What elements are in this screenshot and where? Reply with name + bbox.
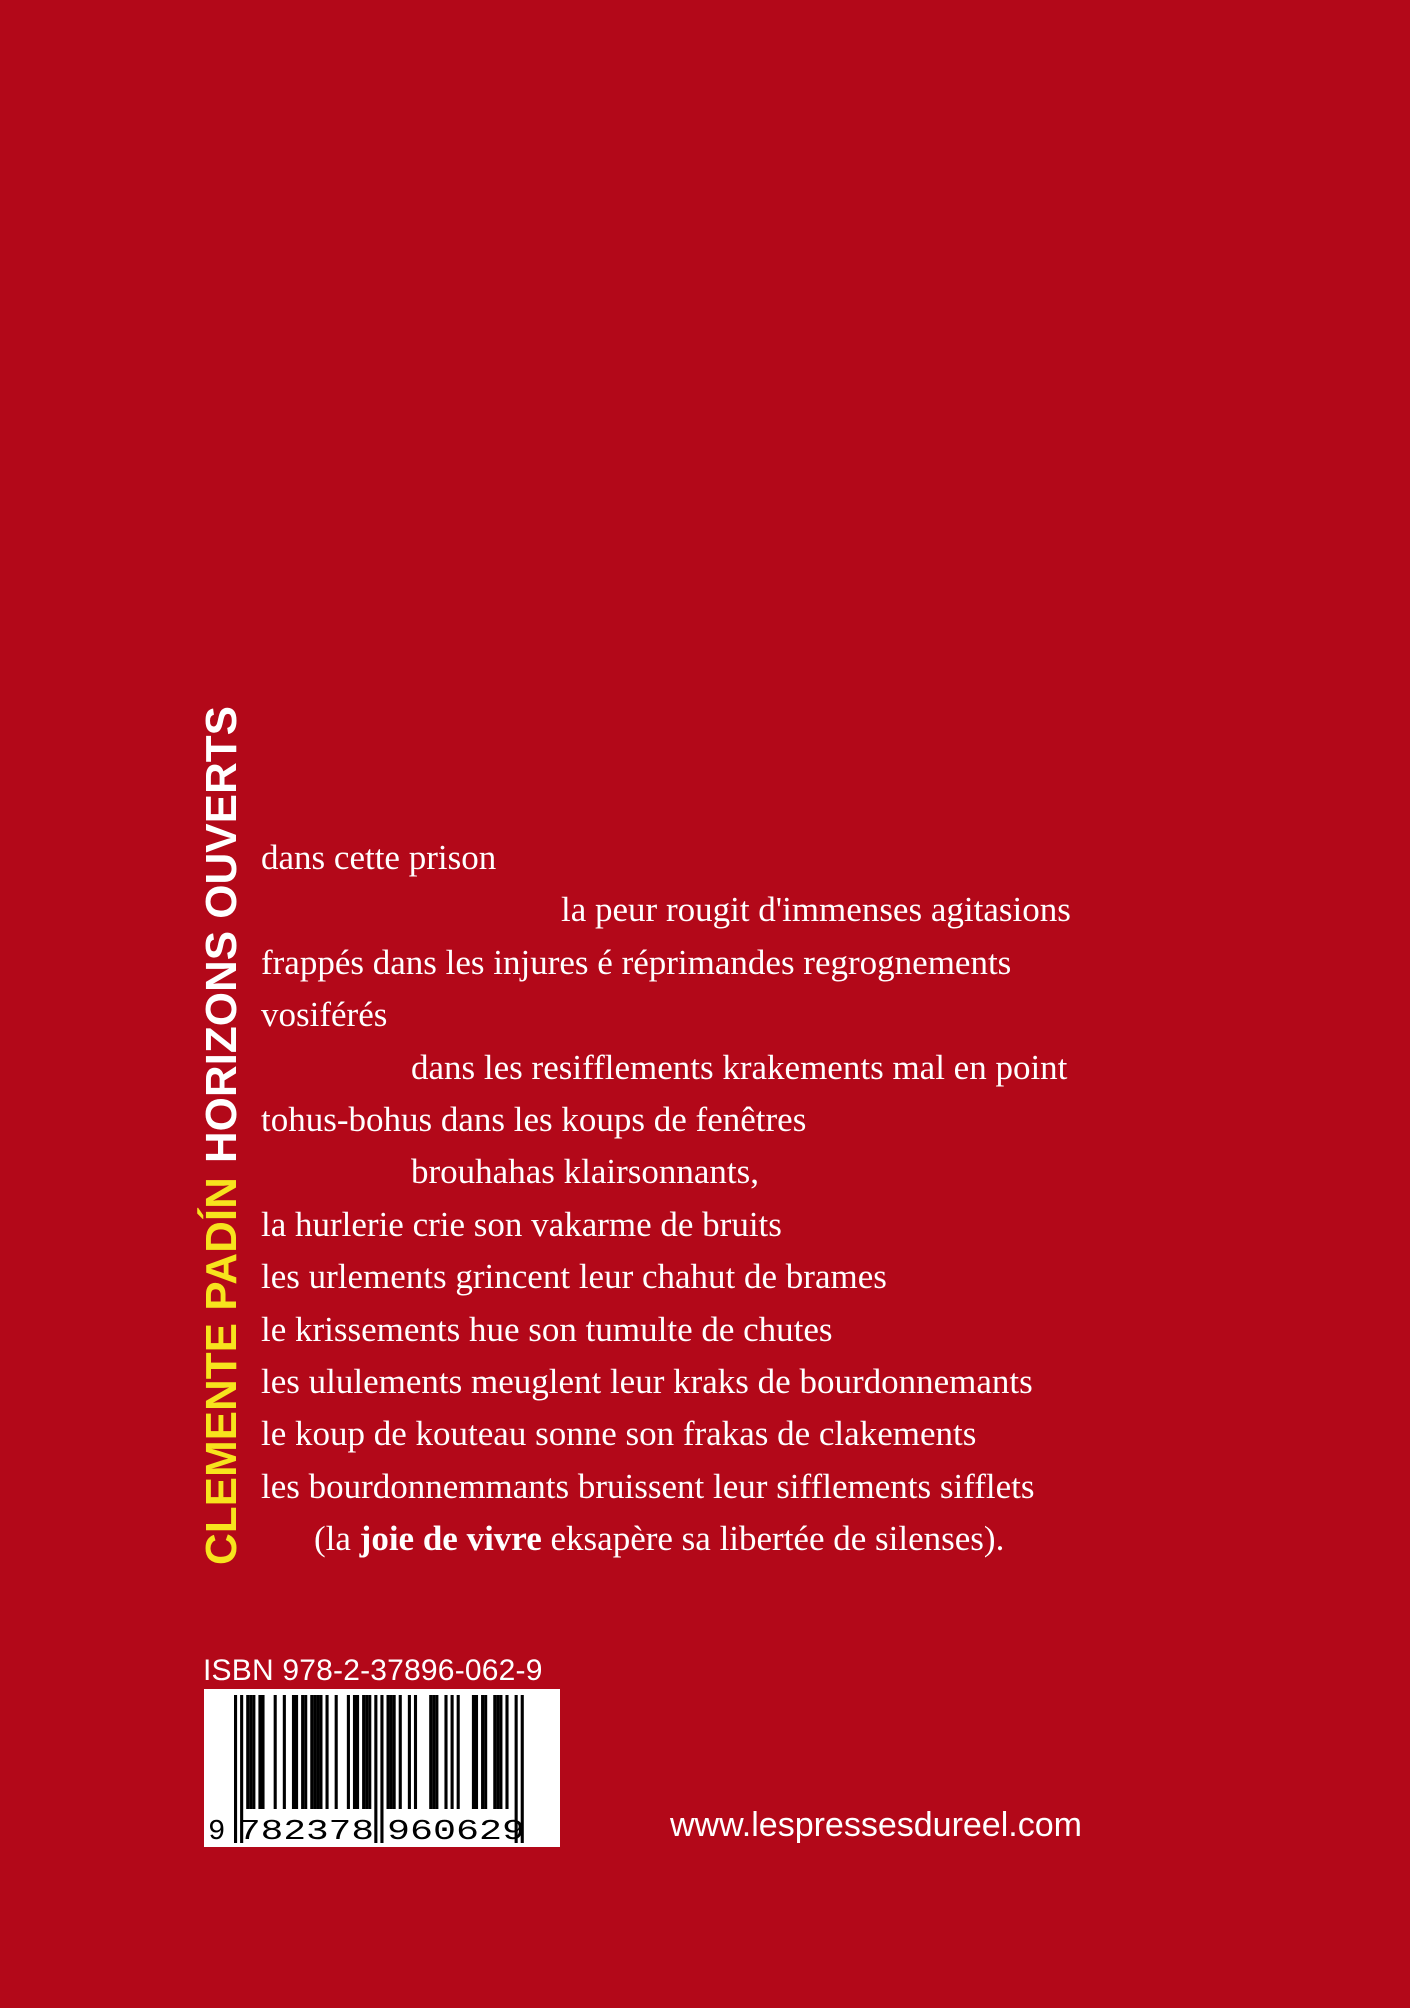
barcode-bar	[246, 1695, 249, 1811]
barcode-bar	[356, 1695, 359, 1811]
barcode-bar	[390, 1695, 393, 1811]
barcode-bar	[261, 1695, 264, 1811]
barcode-bar	[435, 1695, 438, 1811]
barcode-bar	[292, 1695, 295, 1811]
poem-line: dans cette prison	[261, 838, 497, 877]
poem-line: la peur rougit d'immenses agitasions	[561, 890, 1071, 930]
barcode-bar	[484, 1695, 487, 1811]
barcode-digits-left: 782378	[238, 1815, 374, 1847]
barcode-digit-first: 9	[208, 1815, 226, 1847]
barcode-bar	[304, 1695, 307, 1811]
barcode-bar	[429, 1695, 432, 1811]
poem-line-last: (la joie de vivre eksapère sa libertée de silenses).	[314, 1519, 1005, 1559]
poem-line: brouhahas klairsonnants,	[411, 1152, 759, 1192]
poem-line: les ululements meuglent leur kraks de bourdonnemants	[261, 1361, 1033, 1401]
poem-line: tohus-bohus dans les koups de fenêtres	[261, 1099, 807, 1139]
poem-line: les bourdonnemmants bruissent leur sifflements sifflets	[261, 1466, 1035, 1506]
barcode-bar	[301, 1695, 304, 1811]
barcode-bar	[408, 1695, 411, 1811]
barcode-bar	[310, 1695, 313, 1811]
barcode-bar	[414, 1695, 417, 1811]
barcode-bar	[472, 1695, 475, 1811]
barcode-bar	[362, 1695, 365, 1811]
barcode-bar	[274, 1695, 277, 1811]
poem-line: dans les resifflements krakements mal en point	[411, 1047, 1068, 1087]
barcode-bar	[451, 1695, 454, 1811]
barcode-bar	[326, 1695, 329, 1811]
barcode-bar	[316, 1695, 319, 1811]
barcode-bar	[493, 1695, 496, 1811]
barcode-bar	[365, 1695, 368, 1811]
barcode-bar	[258, 1695, 261, 1811]
barcode-bar	[353, 1695, 356, 1811]
poem-line: frappés dans les injures é réprimandes regrognements	[261, 942, 1012, 982]
barcode-bar	[368, 1695, 371, 1811]
barcode-bar	[319, 1695, 322, 1811]
barcode-bar	[475, 1695, 478, 1811]
barcode-bar	[252, 1695, 255, 1811]
poem-line: les urlements grincent leur chahut de brames	[261, 1257, 887, 1297]
barcode-bar	[399, 1695, 402, 1811]
barcode-bar	[499, 1695, 502, 1811]
vertical-title	[197, 705, 246, 1565]
poem-text	[261, 832, 1261, 1565]
isbn-barcode	[204, 1689, 560, 1847]
poem-line: le koup de kouteau sonne son frakas de clakements	[261, 1414, 977, 1454]
barcode-bar	[444, 1695, 447, 1811]
barcode-bar	[380, 1695, 383, 1843]
barcode-bar	[505, 1695, 508, 1811]
isbn-label: ISBN 978-2-37896-062-9	[203, 1654, 543, 1687]
barcode-bar	[496, 1695, 499, 1811]
barcode-bar	[457, 1695, 460, 1811]
barcode-bar	[432, 1695, 435, 1811]
barcode-bar	[387, 1695, 390, 1811]
book-title: HORIZONS OUVERTS	[197, 705, 246, 1164]
publisher-website[interactable]: www.lespressesdureel.com	[670, 1806, 1082, 1844]
barcode-bar	[313, 1695, 316, 1811]
barcode-bar	[295, 1695, 298, 1811]
barcode-digits-right: 960629	[387, 1815, 525, 1847]
barcode-bar	[393, 1695, 396, 1811]
barcode-bar	[335, 1695, 338, 1811]
poem-line: la hurlerie crie son vakarme de bruits	[261, 1204, 782, 1244]
barcode-bar	[283, 1695, 286, 1811]
poem-line: le krissements hue son tumulte de chutes	[261, 1309, 833, 1349]
barcode-bar	[481, 1695, 484, 1811]
poem-line: vosiférés	[261, 995, 388, 1035]
barcode-bar	[249, 1695, 252, 1811]
barcode-bar	[374, 1695, 377, 1843]
barcode-bar	[347, 1695, 350, 1811]
barcode-bar	[234, 1695, 237, 1843]
author-name: CLEMENTE PADÍN	[197, 1177, 246, 1565]
poem-emphasis: joie de vivre	[359, 1519, 542, 1559]
